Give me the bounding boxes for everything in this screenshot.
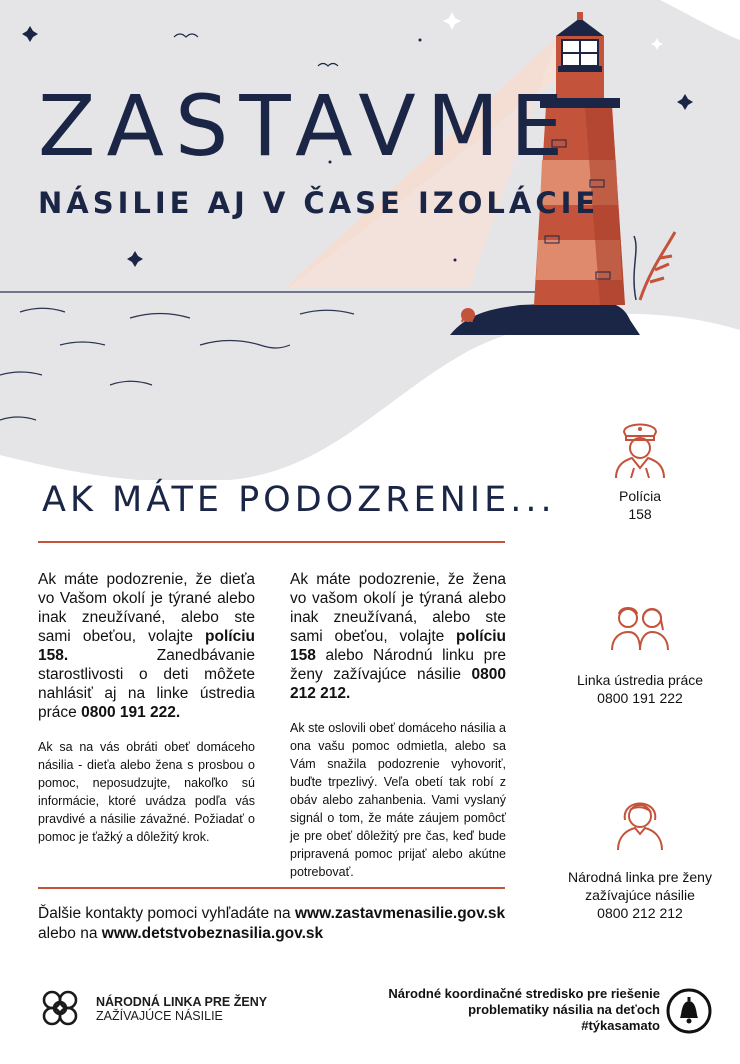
police-officer-icon <box>612 418 668 480</box>
divider-bottom <box>38 887 505 889</box>
woman-icon <box>615 790 665 852</box>
bell-icon <box>666 988 712 1034</box>
footer-logo-text: NÁRODNÁ LINKA PRE ŽENY ZAŽÍVAJÚCE NÁSILIE <box>96 995 268 1023</box>
footer-organization: Národné koordinačné stredisko pre riešenie problematiky násilia na deťoch #týkasamato <box>330 986 660 1034</box>
contact-narodna-name-2: zažívajúce násilie <box>585 887 695 903</box>
children-icon <box>610 602 670 652</box>
contact-narodna-number: 0800 212 212 <box>597 905 683 921</box>
contact-linka-number: 0800 191 222 <box>597 690 683 706</box>
contact-linka-name: Linka ústredia práce <box>576 672 704 688</box>
contact-police-name: Polícia <box>618 488 662 504</box>
page-subtitle: NÁSILIE AJ V ČASE IZOLÁCIE <box>38 186 600 220</box>
column-left <box>38 570 255 846</box>
column-right-lead: Ak máte podozrenie, že žena vo vašom okolí je týraná alebo inak zneužívaná, alebo ste sami obeťou, volajte políciu 158 alebo Národnú linku pre ženy zažívajúce násilie 0800 212 212. <box>290 571 506 702</box>
column-right-note: Ak ste oslovili obeť domáceho násilia a ona vašu pomoc odmietla, alebo sa Vám snažila podozrenie vyhovoriť, buďte trpezlivý. Veľa obetí tak robí z obáv alebo zahanbenia. Vami vyslaný signál o tom, že máte záujem pomôcť je pre obeť dôležitý pre čas, keď bude pripravená pomoc prijať alebo akútne potrebovať. <box>290 721 506 879</box>
contact-narodna-linka <box>555 868 725 922</box>
hashtag: #týkasamato <box>581 1018 660 1033</box>
narodna-linka-logo-icon <box>38 986 82 1030</box>
column-left-note: Ak sa na vás obráti obeť domáceho násilia - dieťa alebo žena s prosbou o pomoc, neposudzujte, nakoľko sú informácie, ktoré uvádza podľa vás pravdivé a násilie závažné. Požiadať o pomoc je ťažký a dôležitý krok. <box>38 740 255 844</box>
column-right <box>290 570 506 881</box>
link-detstvobeznasilia[interactable]: www.detstvobeznasilia.gov.sk <box>101 925 324 942</box>
section-heading: AK MÁTE PODOZRENIE... <box>42 480 556 520</box>
more-contacts: Ďalšie kontakty pomoci vyhľadáte na www.zastavmenasilie.gov.sk alebo na www.detstvobeznasilia.gov.sk <box>38 905 506 942</box>
hero-illustration <box>0 0 740 480</box>
page-title: ZASTAVME <box>38 77 575 175</box>
contact-narodna-name-1: Národná linka pre ženy <box>568 869 712 885</box>
contact-linka <box>568 671 712 707</box>
column-left-lead: Ak máte podozrenie, že dieťa vo Vašom okolí je týrané alebo inak zneužívané, alebo ste sami obeťou, volajte políciu 158. Zanedbávanie starostlivosti o deti môžete nahlásiť aj na linke ústredia práce 0800 191 222. <box>38 571 255 721</box>
link-zastavmenasilie[interactable]: www.zastavmenasilie.gov.sk <box>294 905 506 922</box>
contact-police <box>580 487 700 523</box>
contact-police-number: 158 <box>628 506 652 522</box>
divider-top <box>38 541 505 543</box>
